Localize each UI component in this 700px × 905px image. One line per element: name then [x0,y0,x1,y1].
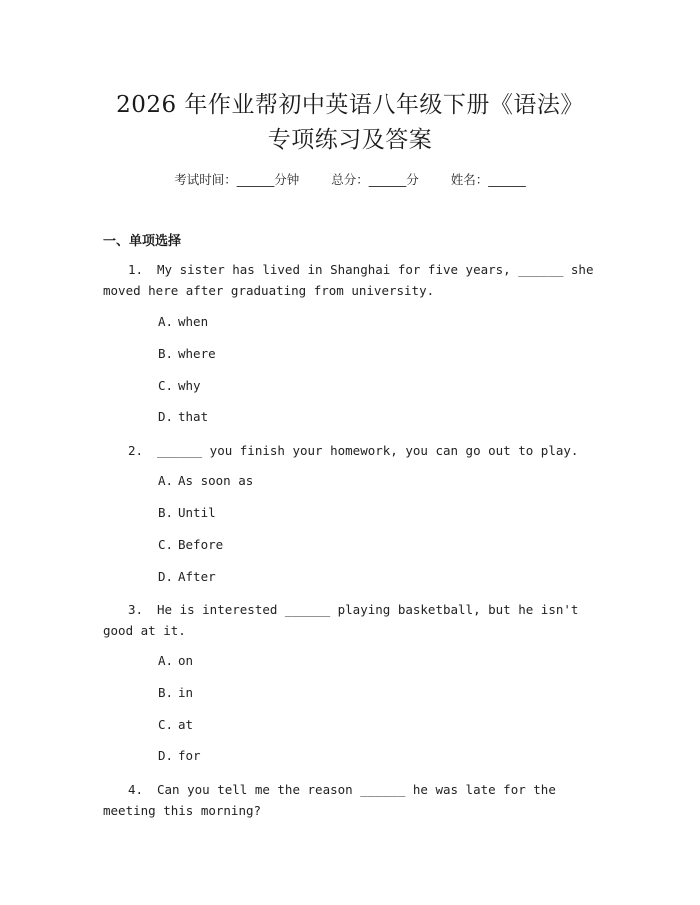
option-3a[interactable] [158,652,193,670]
option-letter: C. [158,378,174,393]
question-1 [103,259,598,301]
option-letter: A. [158,473,174,488]
option-letter: B. [158,685,174,700]
option-text: where [178,346,216,361]
option-1a[interactable] [158,313,208,331]
option-2c[interactable] [158,536,223,554]
question-number: 1. [128,262,144,277]
option-letter: B. [158,505,174,520]
option-1c[interactable] [158,377,201,395]
total-score-field: 总分：______分 [331,172,419,187]
option-2d[interactable] [158,568,216,586]
exam-time-field: 考试时间：______分钟 [174,172,300,187]
exam-info-row [0,170,700,188]
option-text: in [178,685,194,700]
option-2a[interactable] [158,472,253,490]
document-title-line-1: 2026 年作业帮初中英语八年级下册《语法》 [116,92,584,118]
student-name-field: 姓名：______ [450,172,526,187]
option-letter: D. [158,569,174,584]
option-letter: D. [158,409,174,424]
question-text: Can you tell me the reason ______ he was late for the meeting this morning? [103,782,556,818]
document-title-line-2: 专项练习及答案 [267,127,433,153]
question-2 [103,440,598,461]
option-text: at [178,717,194,732]
option-1d[interactable] [158,408,208,426]
option-1b[interactable] [158,345,216,363]
option-letter: D. [158,748,174,763]
option-text: that [178,409,209,424]
option-text: on [178,653,194,668]
option-text: After [178,569,216,584]
option-text: Before [178,537,224,552]
question-3 [103,599,598,641]
option-text: for [178,748,201,763]
option-text: Until [178,505,216,520]
option-letter: B. [158,346,174,361]
question-text: My sister has lived in Shanghai for five years, ______ she moved here after graduating from university. [103,262,594,298]
question-number: 3. [128,602,144,617]
option-3c[interactable] [158,716,193,734]
question-4 [103,779,598,821]
section-heading: 一、单项选择 [103,234,182,249]
option-letter: C. [158,537,174,552]
option-text: why [178,378,201,393]
option-letter: A. [158,653,174,668]
question-number: 4. [128,782,144,797]
option-letter: A. [158,314,174,329]
option-text: As soon as [178,473,254,488]
option-3d[interactable] [158,747,201,765]
question-text: He is interested ______ playing basketball, but he isn't good at it. [103,602,579,638]
question-number: 2. [128,443,144,458]
option-2b[interactable] [158,504,216,522]
option-text: when [178,314,209,329]
question-text: ______ you finish your homework, you can go out to play. [157,443,579,458]
option-3b[interactable] [158,684,193,702]
option-letter: C. [158,717,174,732]
